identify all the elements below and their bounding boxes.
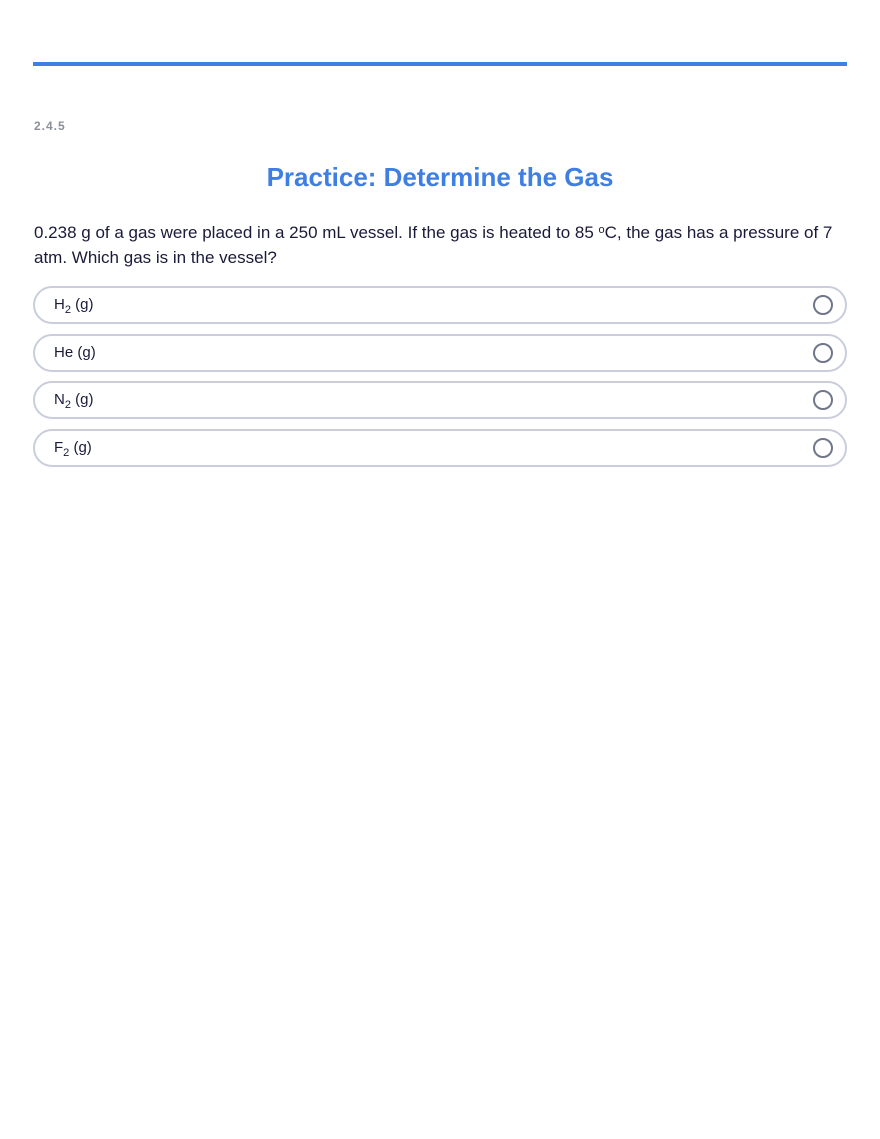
top-divider — [33, 62, 847, 66]
radio-unselected-icon[interactable] — [813, 390, 833, 410]
option-state: (g) — [73, 343, 96, 361]
answer-option-label — [54, 295, 93, 316]
option-element: H — [54, 296, 65, 313]
answer-option-he[interactable] — [33, 334, 847, 372]
option-element: F — [54, 438, 64, 456]
answer-option-f2[interactable] — [33, 429, 847, 467]
radio-unselected-icon[interactable] — [813, 438, 833, 458]
option-state: (g) — [70, 391, 94, 408]
section-number: 2.4.5 — [34, 119, 66, 133]
answer-option-label — [54, 438, 92, 459]
degree-superscript: o — [598, 224, 605, 236]
answer-options — [33, 286, 847, 476]
option-subscript: 2 — [63, 446, 70, 459]
option-state: (g) — [70, 296, 94, 313]
answer-option-n2[interactable] — [33, 381, 847, 419]
answer-option-label — [54, 390, 93, 411]
option-state: (g) — [69, 438, 92, 456]
question-text — [34, 220, 846, 270]
option-subscript: 2 — [64, 399, 71, 411]
answer-option-label — [54, 343, 96, 364]
option-element: N — [54, 391, 65, 408]
option-element: He — [54, 343, 74, 361]
option-subscript: 2 — [64, 304, 71, 316]
page-title: Practice: Determine the Gas — [266, 162, 614, 192]
question-text-part-2: C, the gas has a pressure of 7 atm. Which gas is in the vessel? — [34, 223, 833, 267]
radio-unselected-icon[interactable] — [813, 343, 833, 363]
question-text-part-1: 0.238 g of a gas were placed in a 250 mL vessel. If the gas is heated to 85 — [34, 223, 599, 242]
radio-unselected-icon[interactable] — [813, 295, 833, 315]
answer-option-h2[interactable] — [33, 286, 847, 324]
